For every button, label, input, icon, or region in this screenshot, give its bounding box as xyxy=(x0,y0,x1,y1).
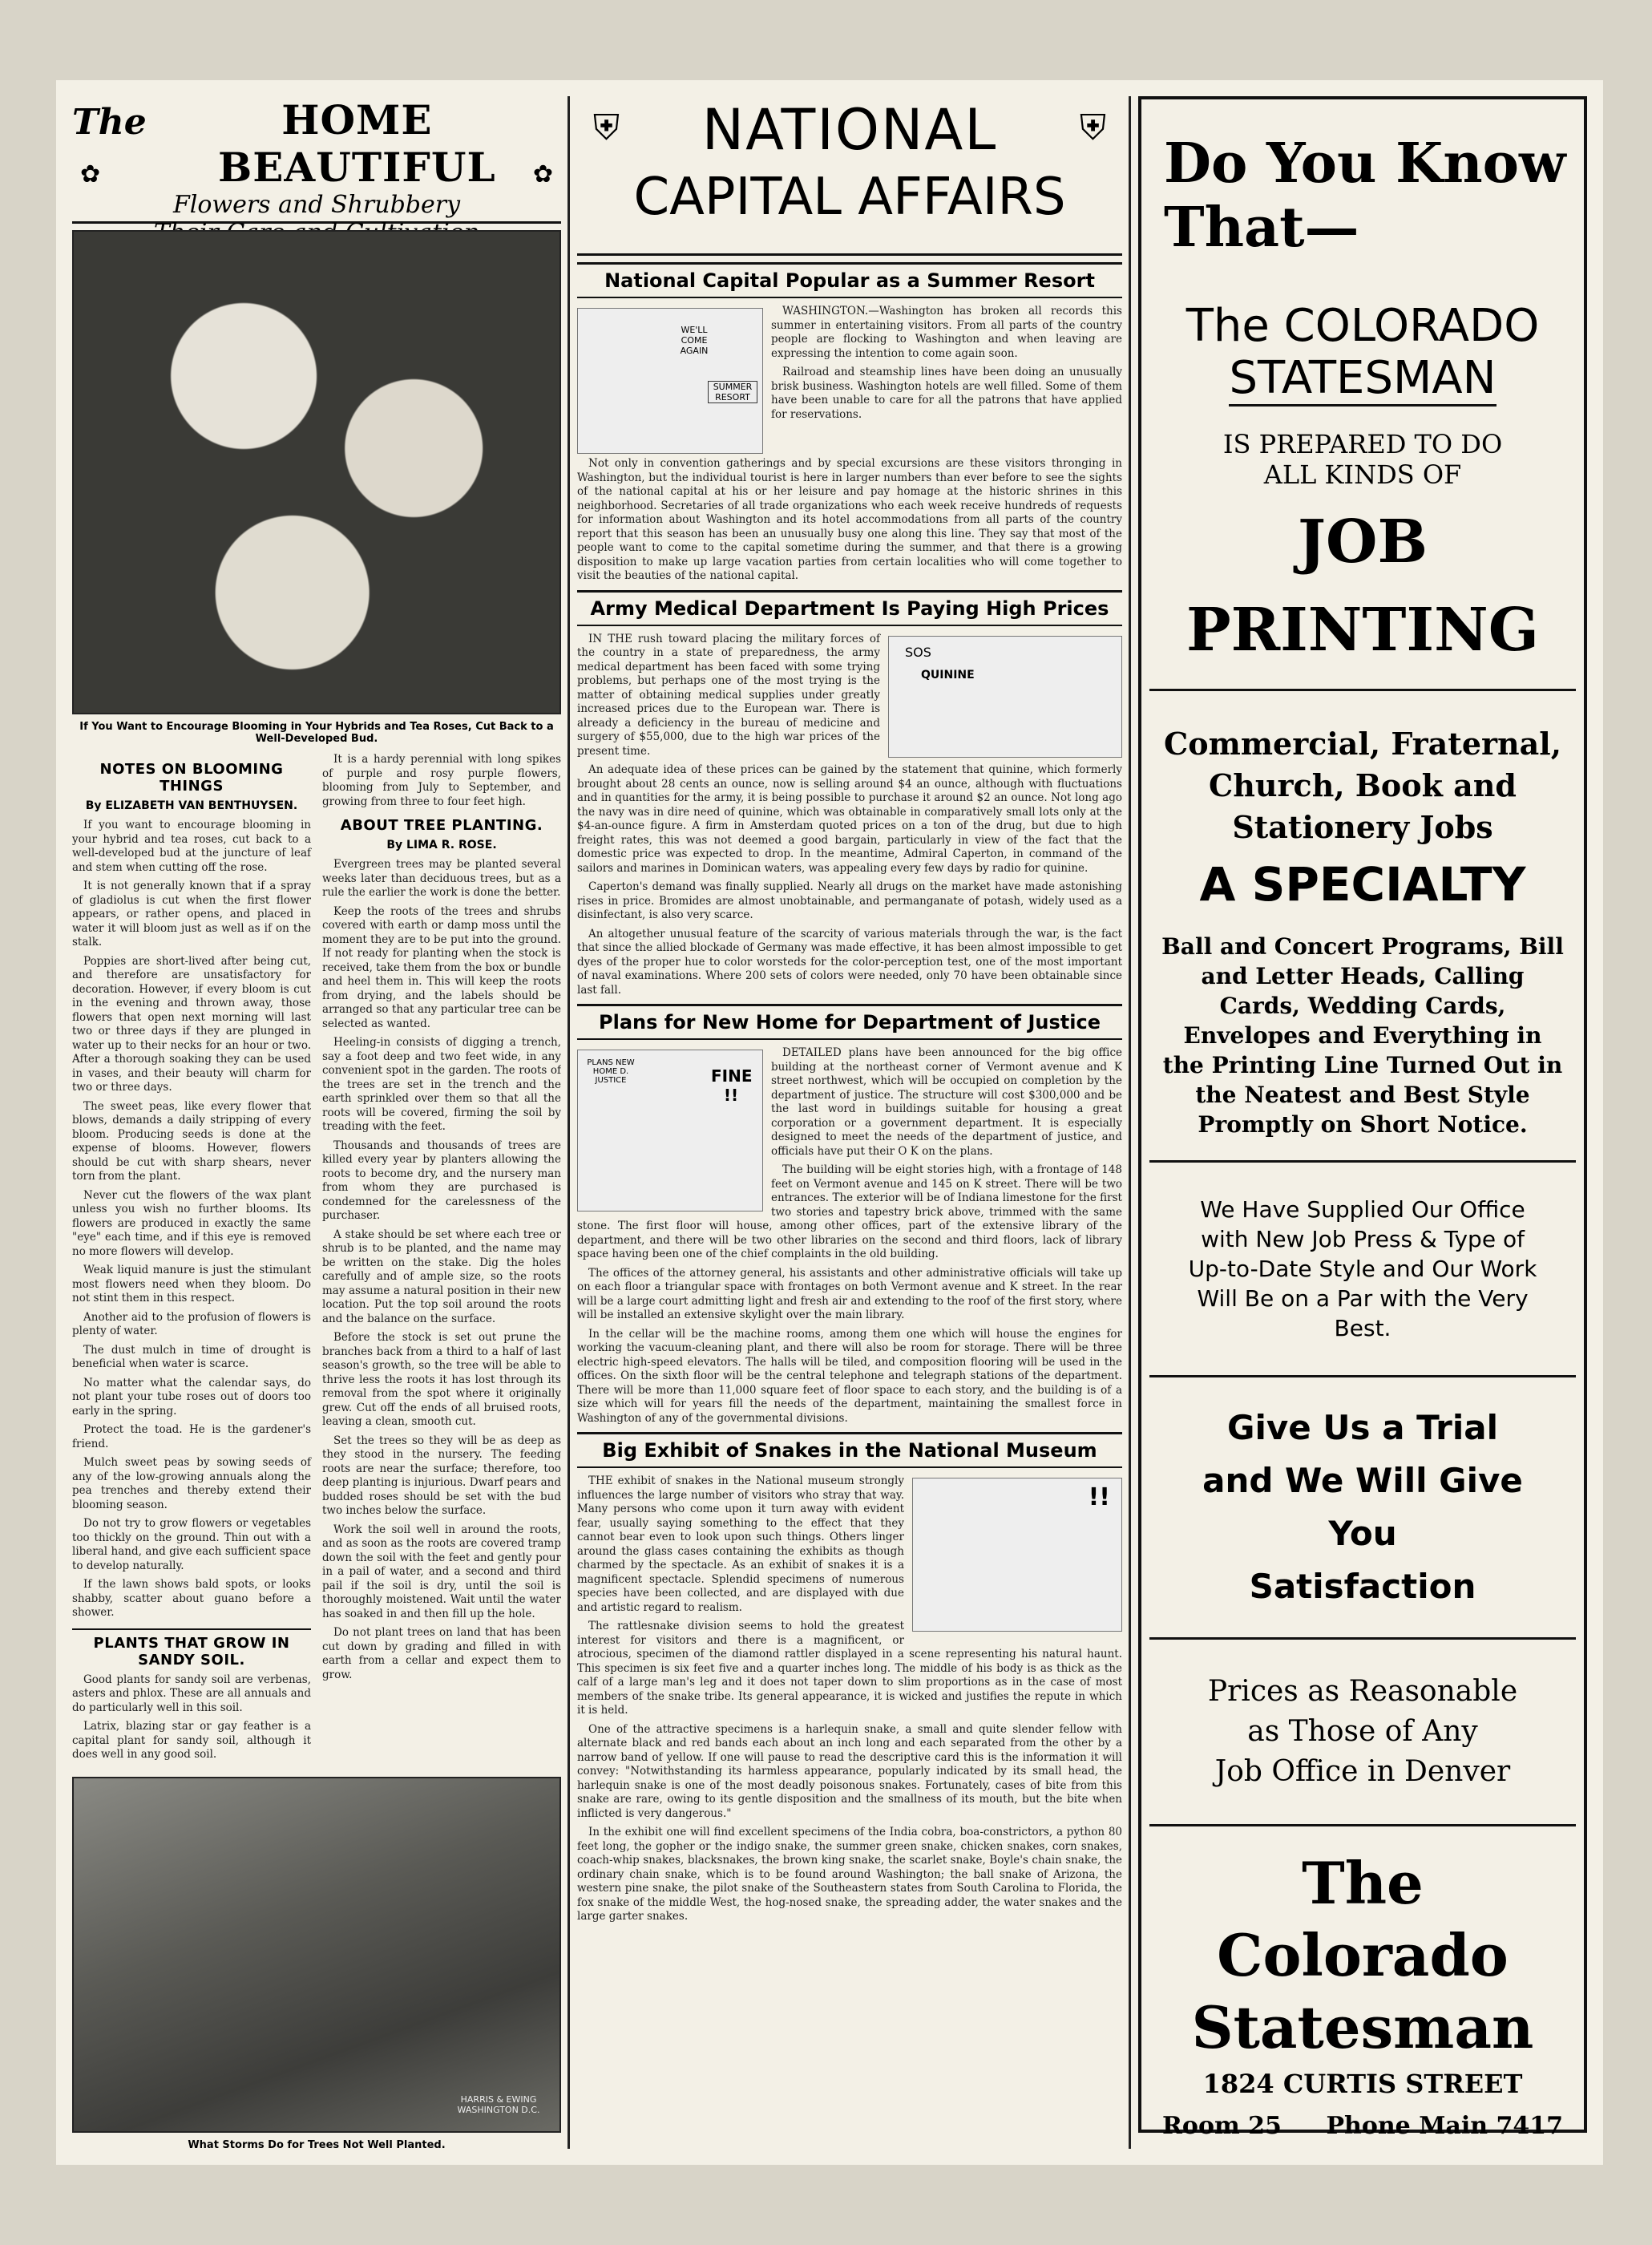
national-capital-masthead xyxy=(577,96,1122,256)
ad-trial-line2: and We Will Give xyxy=(1202,1461,1523,1500)
masthead-sub1: Flowers and Shrubbery xyxy=(172,191,461,219)
ad-contact-row xyxy=(1149,2104,1576,2140)
ad-prepared-line2: ALL KINDS OF xyxy=(1263,459,1462,490)
ad-supplied-section xyxy=(1149,1163,1576,1377)
ad-commercial-line3: Stationery Jobs xyxy=(1232,809,1493,845)
notes-paragraph: Do not try to grow flowers or vegetables too thickly on the ground. Thin out with a liberal hand, and give each sufficient space to develop naturally. xyxy=(72,1517,311,1572)
article-paragraph: An adequate idea of these prices can be gained by the statement that quinine, which formerly brought about 28 cents an ounce, now is selling around $4 an ounce, although with fluctuations and in quantities for the army, it is being possible to purchase it around $2 an ounce. Not long ago the navy was in dire need of quinine, which was obtainable in comparatively small lots only at the $4-an-ounce figure. A firm in Amsterdam quoted prices on a ton of the drug, but due to high freight rates, this was not deemed a good bargain, particularly in view of the fact that the domestic price was expected to drop. In the meantime, Admiral Caperton, in command of the sailors and marines in Dominican waters, was appealing every few days by radio for quinine. xyxy=(577,763,1122,875)
article-paragraph: One of the attractive specimens is a harlequin snake, a small and quite slender fellow with alternate black and red bands each about an inch long and each separated from the other by a narrow band of yellow. If one will pause to read the descriptive card this is the information it will convey: "Notwithstanding its harmless appearance, popularly indicated by its small head, the harlequin snake is one of the most deadly poisonous snakes. Fortunately, cases of bite from this snake are rare, owing to its gentle disposition and the smallness of its mouth, but the bite when inflicted is very dangerous." xyxy=(577,1722,1122,1820)
ad-do-you-know: Do You Know xyxy=(1164,131,1566,196)
article-paragraph: Railroad and steamship lines have been doing an unusually brisk business. Washington hotels are well filled. Some of them have been unable to care for all the patrons that have applied for reservations. xyxy=(771,366,1122,421)
notes-paragraph: Protect the toad. He is the gardener's friend. xyxy=(72,1423,311,1450)
cartoon-label: WE'LL COME AGAIN xyxy=(680,325,709,356)
home-beautiful-column xyxy=(72,96,561,2149)
ad-border xyxy=(1138,96,1587,2140)
masthead-capital-affairs: CAPITAL AFFAIRS xyxy=(633,168,1066,227)
notes-subcolumn xyxy=(72,753,311,1767)
notes-paragraph: Mulch sweet peas by sowing seeds of any of the low-growing annuals along the pea trenches and thereby extend their blooming season. xyxy=(72,1456,311,1511)
perennial-intro: It is a hardy perennial with long spikes of purple and rosy purple flowers, blooming from July to September, and growing from three to four feet high. xyxy=(322,753,561,808)
ad-commercial-line1: Commercial, Fraternal, xyxy=(1164,726,1561,762)
storm-trees-photo xyxy=(72,1777,561,2133)
ad-footer-section xyxy=(1149,1826,1576,2149)
cartoon-label: FINE !! xyxy=(711,1066,753,1105)
storm-trees-caption: What Storms Do for Trees Not Well Planted. xyxy=(188,2138,446,2149)
notes-paragraph: Never cut the flowers of the wax plant unless you wish no further blooms. Its flowers are produced in exactly the same "eye" each time, and if this eye is removed no more flowers will develop. xyxy=(72,1188,311,1258)
notes-paragraph: Another aid to the profusion of flowers is plenty of water. xyxy=(72,1310,311,1337)
job-printing-ad xyxy=(1138,96,1587,2149)
tree-paragraph: Keep the roots of the trees and shrubs covered with earth or damp moss until the moment they are to be put into the ground. If not ready for planting when the stock is received, take them from the box or bundle and heel them in. This will keep the roots from drying, and the labels should be arranged so that any particular tree can be selected as wanted. xyxy=(322,904,561,1030)
summer-resort-cartoon xyxy=(577,308,763,454)
ad-prices-line3: Job Office in Denver xyxy=(1214,1755,1511,1788)
article-paragraph: An altogether unusual feature of the scarcity of various materials through the war, is the fact that since the allied blockade of Germany was made effective, it has been almost impossible to get dyes of the proper hue to color worsteds for the color-perception test, one of the most important of naval examinations. Where 200 sets of colors were needed, only 70 have been obtainable since last fall. xyxy=(577,927,1122,997)
tree-planting-subcolumn xyxy=(322,753,561,1767)
notes-paragraph: The dust mulch in time of drought is beneficial when water is scarce. xyxy=(72,1343,311,1370)
ad-commercial-section xyxy=(1149,691,1576,1163)
tree-paragraph: Heeling-in consists of digging a trench, say a foot deep and two feet wide, in any convenient spot in the garden. The roots of the trees are set in the trench and the earth sprinkled over them so that all the roots will be covered, firming the soil by treading with the feet. xyxy=(322,1036,561,1133)
article-paragraph: Caperton's demand was finally supplied. Nearly all drugs on the market have made astonishing rises in price. Bromides are almost unobtainable, and permanganate of potash, widely used as a disinfectant, is also very scarce. xyxy=(577,880,1122,921)
tree-planting-byline: By LIMA R. ROSE. xyxy=(386,839,497,851)
cartoon-label: PLANS NEW HOME D. JUSTICE xyxy=(587,1058,635,1085)
justice-plans-cartoon xyxy=(577,1050,763,1211)
rose-ornament-icon: ✿ xyxy=(532,160,553,188)
cartoon-label: !! xyxy=(1088,1483,1110,1511)
article-paragraph: IN THE rush toward placing the military forces of the country in a state of preparedness, the army medical department has been faced with some trying problems, but perhaps one of the most trying is the matter of obtaining medical supplies under greatly increased prices due to the European war. There is already a deficiency in the bureau of medicine and surgery of $55,000, due to the high war prices of the present time. xyxy=(577,632,880,758)
article-paragraph: In the cellar will be the machine rooms, among them one which will house the engines for working the vacuum-cleaning plant, and there will also be room for storage. There will be three electric high-speed elevators. The halls will be tiled, and composition flooring will be used in the offices. On the sixth floor will be the central telephone and telegraph stations of the department. There will be more than 11,000 square feet of floor space to each story, and the building is of a size which will for years fill the needs of the department, maintaining the smallest force in Washington of any of the governmental divisions. xyxy=(577,1327,1122,1425)
article-paragraph: The offices of the attorney general, his assistants and other administrative officials will take up on each floor a triangular space with frontages on both Vermont avenue and K street. In the rear will be a large court admitting light and fresh air and extending to the roof of the first story, where will be installed an extensive skylight over the main library. xyxy=(577,1266,1122,1321)
rose-ornament-icon: ✿ xyxy=(80,160,101,188)
tree-planting-title: ABOUT TREE PLANTING. xyxy=(340,817,543,834)
article-title: Big Exhibit of Snakes in the National Museum xyxy=(577,1432,1122,1468)
national-capital-column xyxy=(577,96,1122,2149)
ad-intro-section xyxy=(1149,107,1576,691)
ad-phone: Phone Main 7417 xyxy=(1326,2112,1563,2140)
sandy-paragraph: Good plants for sandy soil are verbenas, asters and phlox. These are all annuals and do particularly well in this soil. xyxy=(72,1673,311,1714)
ad-that: That— xyxy=(1164,196,1359,260)
article-title: Plans for New Home for Department of Justice xyxy=(577,1004,1122,1040)
flag-shield-icon: ⛨ xyxy=(1080,107,1106,148)
ad-trial-line4: Satisfaction xyxy=(1249,1567,1476,1606)
notes-paragraph: Poppies are short-lived after being cut, and therefore are unsatisfactory for decoration. However, if every bloom is cut in the evening and thrown away, those flowers that open next morning will last two or three days if they are plunged in water up to their necks for an hour or two. After a thorough soaking they can be used in vases, and their beauty will charm for two or three days. xyxy=(72,954,311,1094)
cartoon-label: QUININE xyxy=(921,668,975,682)
tree-paragraph: Do not plant trees on land that has been cut down by grading and filled in with earth from a cellar and expect them to grow. xyxy=(322,1626,561,1681)
tree-paragraph: Thousands and thousands of trees are killed every year by planters allowing the roots to become dry, and the nursery man from whom they are purchased is condemned for the carelessness of the purchaser. xyxy=(322,1139,561,1222)
article-paragraph: In the exhibit one will find excellent specimens of the India cobra, boa-constrictors, a python 80 feet long, the gopher or the indigo snake, the summer green snake, chicken snakes, corn snakes, coach-whip snakes, blacksnakes, the brown king snake, the scarlet snake, Boyle's chain snake, the ordinary chain snake, which is to be found around Washington; the ball snake of Arizona, the western pine snake, the pilot snake of the Southeastern states from South Carolina to Florida, the fox snake of the middle West, the hog-nosed snake, the spreading adder, the water snakes and the large garter snakes. xyxy=(577,1826,1122,1923)
notes-paragraph: If the lawn shows bald spots, or looks shabby, scatter about guano before a shower. xyxy=(72,1578,311,1619)
ad-commercial-line2: Church, Book and xyxy=(1209,767,1517,803)
quinine-ship-cartoon xyxy=(888,636,1122,758)
masthead-the: The xyxy=(72,102,147,143)
article-paragraph: THE exhibit of snakes in the National museum strongly influences the large number of visitors who stray that way. Many persons who come upon it turn away with evident fear, usually saying something to the effect that they cannot bear even to look upon such things. Others linger around the glass cases containing the exhibits as though charmed by the spectacle. As an exhibit of snakes it is a magnificent spectacle. Splendid specimens of numerous species have been collected, and are displayed with due and artistic regard to realism. xyxy=(577,1474,904,1614)
ad-footer-name2: Statesman xyxy=(1191,1993,1534,2061)
ad-footer-name1: The Colorado xyxy=(1217,1849,1509,1989)
newspaper-page xyxy=(56,80,1603,2165)
ad-trial-line1: Give Us a Trial xyxy=(1227,1408,1498,1447)
home-beautiful-masthead xyxy=(72,96,561,224)
article-paragraph: Not only in convention gatherings and by special excursions are these visitors thronging in Washington, but the individual tourist is here in larger numbers than ever before to see the sights of the national capital at his or her leisure and pay homage at the historic shrines in this neighborhood. Secretaries of all trade organizations who each week receive hundreds of requests for information about Washington and its hotel accommodations from all parts of the country report that this season has been an unusually busy one along this line. They say that most of the people want to come to the capital sometime during the summer, and that there is a growing disposition to make up large vacation parties from certain localities who will come together to visit the beauties of the national capital. xyxy=(577,457,1122,582)
article-title: National Capital Popular as a Summer Resort xyxy=(577,262,1122,298)
flag-shield-icon: ⛨ xyxy=(593,107,620,148)
article-title: Army Medical Department Is Paying High Prices xyxy=(577,590,1122,626)
column-rule xyxy=(567,96,570,2149)
cartoon-label: SOS xyxy=(905,644,931,660)
column1-subcolumns xyxy=(72,753,561,1767)
ad-supplied-text: We Have Supplied Our Office with New Job Press & Type of Up-to-Date Style and Our Work Will Be on a Par with the Very Best. xyxy=(1188,1196,1537,1341)
ad-trial-line3: You xyxy=(1328,1514,1397,1553)
ad-the-colorado: The COLORADO xyxy=(1185,300,1540,352)
article-paragraph: The rattlesnake division seems to hold the greatest interest for visitors and there is a magnificent, or atrocious, specimen of the diamond rattler displayed in a scene representing his natural haunt. This specimen is six feet five and a quarter inches long. The middle of his body is as thick as the calf of a large man's leg and it does not taper down to slim proportions as in the case of most members of the snake tribe. Its general appearance, it is wicked and justifies the repute in which it is held. xyxy=(577,1620,1122,1717)
sandy-paragraph: Latrix, blazing star or gay feather is a capital plant for sandy soil, although it does well in any good soil. xyxy=(72,1720,311,1761)
ad-specialty: A SPECIALTY xyxy=(1199,857,1526,912)
notes-paragraph: If you want to encourage blooming in your hybrid and tea roses, cut back to a well-developed bud at the juncture of leaf and stem when cutting off the rose. xyxy=(72,819,311,874)
column-rule xyxy=(1129,96,1131,2149)
cartoon-label: SUMMER RESORT xyxy=(708,381,757,403)
ad-ball-programs: Ball and Concert Programs, Bill and Letter Heads, Calling Cards, Wedding Cards, Envelopes and Everything in the Printing Line Turned Out in the Neatest and Best Style Promptly on Short Notice. xyxy=(1161,933,1564,1138)
article-paragraph: WASHINGTON.—Washington has broken all records this summer in entertaining visitors. From all parts of the country people are flocking to Washington and when leaving are expressing the intention to come again soon. xyxy=(771,305,1122,360)
notes-paragraph: The sweet peas, like every flower that blows, demands a daily stripping of every bloom. Producing seeds is done at the expense of blooms. However, flowers should be cut with sharp shears, never torn from the plant. xyxy=(72,1099,311,1183)
notes-paragraph: Weak liquid manure is just the stimulant most flowers need when they bloom. Do not stint them in this respect. xyxy=(72,1264,311,1305)
tree-paragraph: Evergreen trees may be planted several weeks later than deciduous trees, but as a rule the earlier the work is done the better. xyxy=(322,858,561,899)
ad-prices-line1: Prices as Reasonable xyxy=(1207,1675,1518,1708)
ad-prices-section xyxy=(1149,1640,1576,1826)
ad-address: 1824 CURTIS STREET xyxy=(1202,2069,1523,2099)
tree-paragraph: Work the soil well in around the roots, and as soon as the roots are covered tramp down the soil with the feet and gently pour in a pail of water, and a second and third pail if the soil is dry, until the soil is thoroughly moistened. Wait until the water has soaked in and then fill up the hole. xyxy=(322,1523,561,1620)
masthead-title: HOME BEAUTIFUL xyxy=(218,96,496,191)
photo-credit: HARRIS & EWING WASHINGTON D.C. xyxy=(457,2093,540,2115)
article-paragraph: The building will be eight stories high, with a frontage of 148 feet on Vermont avenue and 145 on K street. There will be two entrances. The exterior will be of Indiana limestone for the first two stories and tapestry brick above, trimmed with the same stone. The first floor will house, among other offices, part of the extensive library of the department, and there will be two other libraries on the second and third floors, lack of library space having been one of the chief complaints in the old building. xyxy=(577,1163,1122,1260)
roses-photo xyxy=(72,230,561,714)
masthead-national: NATIONAL xyxy=(701,97,998,163)
notes-paragraph: It is not generally known that if a spray of gladiolus is cut when the first flower appears, or rather opens, and placed in water it will bloom just as well as if on the stalk. xyxy=(72,880,311,949)
tree-paragraph: Set the trees so they will be as deep as they stood in the nursery. The feeding roots are near the surface; therefore, too deep planting is injurious. Dwarf pears and budded roses should be set with the bud two inches below the surface. xyxy=(322,1434,561,1517)
notes-byline: By ELIZABETH VAN BENTHUYSEN. xyxy=(85,799,298,812)
article-paragraph: DETAILED plans have been announced for the big office building at the northeast corner of Vermont avenue and K street northwest, which will be occupied on completion by the department of justice. The structure will cost $300,000 and be the last word in buildings suitable for housing a great corporation or a government department. It is especially designed to meet the needs of the department of justice, and officials have put their O K on the plans. xyxy=(771,1046,1122,1158)
roses-photo-caption: If You Want to Encourage Blooming in Your Hybrids and Tea Roses, Cut Back to a Well-Developed Bud. xyxy=(79,721,554,745)
ad-prepared-line1: IS PREPARED TO DO xyxy=(1222,429,1503,459)
ad-statesman: STATESMAN xyxy=(1229,352,1496,407)
ad-trial-section xyxy=(1149,1377,1576,1640)
tree-paragraph: A stake should be set where each tree or shrub is to be planted, and the name may be written on the stake. Dig the holes carefully and of ample size, so the roots may assume a natural position in their new location. Put the top soil around the roots and the balance on the surface. xyxy=(322,1228,561,1325)
notes-paragraph: No matter what the calendar says, do not plant your tube roses out of doors too early in the spring. xyxy=(72,1376,311,1418)
tree-paragraph: Before the stock is set out prune the branches back from a third to a half of last season's growth, so the tree will be able to thrive less the roots it has lost through its removal from the spot where it originally grew. Cut off the ends of all bruised roots, leaving a clean, smooth cut. xyxy=(322,1331,561,1428)
ad-prices-line2: as Those of Any xyxy=(1247,1715,1478,1748)
sandy-soil-title: PLANTS THAT GROW IN SANDY SOIL. xyxy=(72,1628,311,1669)
notes-title: NOTES ON BLOOMING THINGS xyxy=(99,761,284,795)
snake-cartoon xyxy=(912,1478,1122,1632)
ad-job-printing: JOB PRINTING xyxy=(1186,508,1539,665)
ad-room: Room 25 xyxy=(1162,2112,1282,2140)
